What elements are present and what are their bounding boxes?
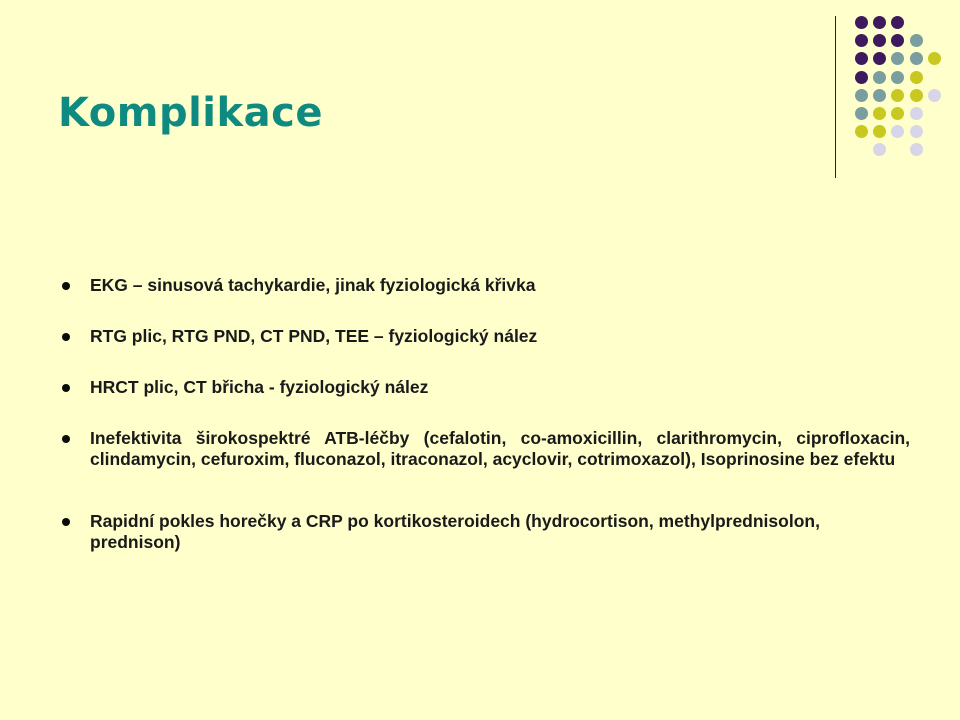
teal-dot-icon: [910, 34, 923, 47]
lavender-dot-icon: [910, 125, 923, 138]
bullet-dot-icon: [62, 333, 70, 341]
olive-dot-icon: [928, 52, 941, 65]
bullet-text: HRCT plic, CT břicha - fyziologický nález: [90, 377, 429, 397]
bullet-dot-icon: [62, 518, 70, 526]
purple-dot-icon: [873, 52, 886, 65]
teal-dot-icon: [891, 52, 904, 65]
olive-dot-icon: [910, 71, 923, 84]
teal-dot-icon: [873, 89, 886, 102]
lavender-dot-icon: [873, 143, 886, 156]
olive-dot-icon: [891, 107, 904, 120]
olive-dot-icon: [873, 125, 886, 138]
bullet-dot-icon: [62, 435, 70, 443]
lavender-dot-icon: [910, 107, 923, 120]
purple-dot-icon: [855, 34, 868, 47]
teal-dot-icon: [855, 89, 868, 102]
purple-dot-icon: [873, 16, 886, 29]
purple-dot-icon: [891, 16, 904, 29]
purple-dot-icon: [873, 34, 886, 47]
bullet-item: [60, 428, 910, 470]
vertical-divider: [835, 16, 836, 178]
teal-dot-icon: [855, 107, 868, 120]
purple-dot-icon: [855, 16, 868, 29]
purple-dot-icon: [855, 71, 868, 84]
slide-title: Komplikace: [58, 90, 323, 136]
olive-dot-icon: [910, 89, 923, 102]
purple-dot-icon: [855, 52, 868, 65]
bullet-item: [60, 326, 910, 347]
lavender-dot-icon: [891, 125, 904, 138]
bullet-list: [60, 275, 910, 583]
bullet-dot-icon: [62, 282, 70, 290]
olive-dot-icon: [891, 89, 904, 102]
bullet-text: EKG – sinusová tachykardie, jinak fyziologická křivka: [90, 275, 536, 295]
olive-dot-icon: [873, 107, 886, 120]
bullet-dot-icon: [62, 384, 70, 392]
teal-dot-icon: [891, 71, 904, 84]
bullet-text: Rapidní pokles horečky a CRP po kortikosteroidech (hydrocortison, methylprednisolon, prednison): [90, 511, 820, 552]
bullet-item: [60, 511, 910, 553]
bullet-item: [60, 275, 910, 296]
lavender-dot-icon: [910, 143, 923, 156]
olive-dot-icon: [855, 125, 868, 138]
bullet-text: Inefektivita širokospektré ATB-léčby (cefalotin, co-amoxicillin, clarithromycin, ciprofloxacin, clindamycin, cefuroxim, fluconazol, itraconazol, acyclovir, cotrimoxazol), Isoprinosine bez efektu: [90, 428, 910, 469]
bullet-text: RTG plic, RTG PND, CT PND, TEE – fyziologický nález: [90, 326, 538, 346]
purple-dot-icon: [891, 34, 904, 47]
teal-dot-icon: [873, 71, 886, 84]
lavender-dot-icon: [928, 89, 941, 102]
teal-dot-icon: [910, 52, 923, 65]
bullet-item: [60, 377, 910, 398]
